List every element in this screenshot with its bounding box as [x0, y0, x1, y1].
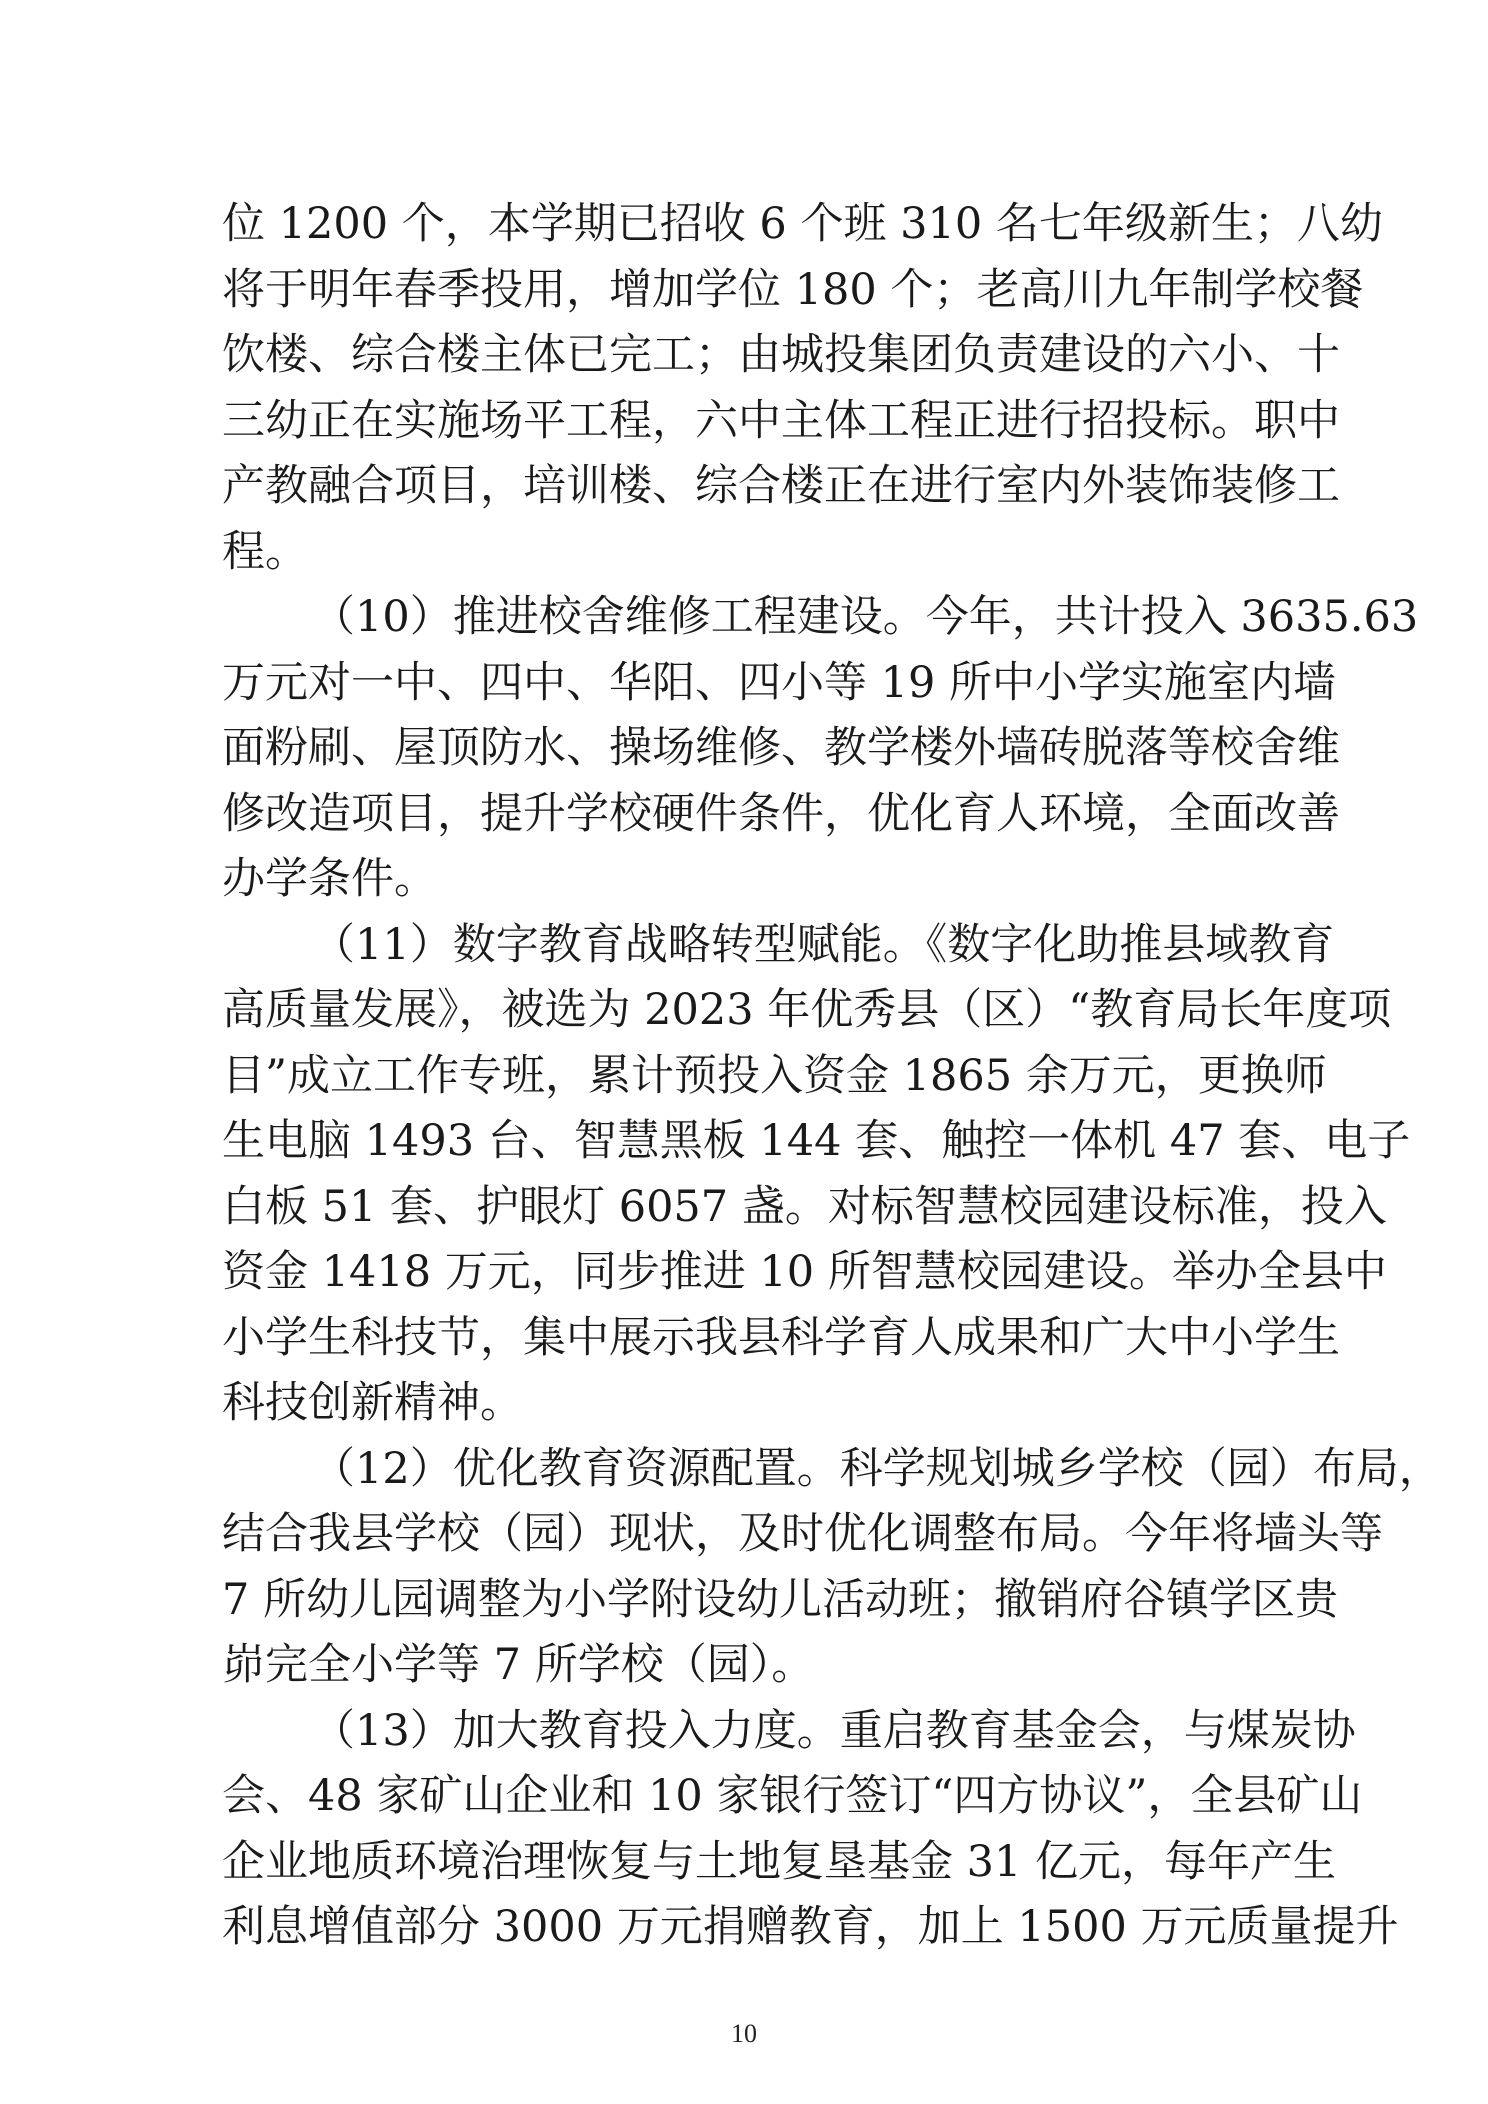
text-line: 修改造项目，提升学校硬件条件，优化育人环境，全面改善 [222, 788, 1340, 839]
paragraph-heading-13: （13）加大教育投入力度。重启教育基金会，与煤炭协 [312, 1705, 1356, 1756]
text-line: 三幼正在实施场平工程，六中主体工程正进行招投标。职中 [222, 395, 1340, 446]
paragraph-heading-11: （11）数字教育战略转型赋能。《数字化助推县域教育 [312, 919, 1335, 970]
text-line: 将于明年春季投用，增加学位 180 个；老高川九年制学校餐 [222, 264, 1364, 315]
text-line: 白板 51 套、护眼灯 6057 盏。对标智慧校园建设标准，投入 [222, 1181, 1387, 1232]
text-line: 万元对一中、四中、华阳、四小等 19 所中小学实施室内墙 [222, 657, 1337, 708]
text-line: 利息增值部分 3000 万元捐赠教育，加上 1500 万元质量提升 [222, 1902, 1399, 1952]
text-line: 程。 [222, 526, 308, 577]
text-line: 结合我县学校（园）现状，及时优化调整布局。今年将墙头等 [222, 1509, 1383, 1559]
page-number: 10 [731, 2019, 757, 2048]
text-line: 目”成立工作专班，累计预投入资金 1865 余万元，更换师 [222, 1050, 1327, 1101]
text-line: 峁完全小学等 7 所学校（园）。 [222, 1640, 815, 1690]
text-line: 小学生科技节，集中展示我县科学育人成果和广大中小学生 [222, 1312, 1340, 1363]
text-line: 企业地质环境治理恢复与土地复垦基金 31 亿元，每年产生 [222, 1836, 1337, 1887]
text-line: 办学条件。 [222, 854, 437, 904]
text-line: 资金 1418 万元，同步推进 10 所智慧校园建设。举办全县中 [222, 1247, 1387, 1297]
text-line: 面粉刷、屋顶防水、操场维修、教学楼外墙砖脱落等校舍维 [222, 723, 1340, 773]
text-line: 位 1200 个，本学期已招收 6 个班 310 名七年级新生；八幼 [222, 199, 1383, 249]
paragraph-heading-10: （10）推进校舍维修工程建设。今年，共计投入 3635.63 [312, 592, 1419, 642]
text-line: 饮楼、综合楼主体已完工；由城投集团负责建设的六小、十 [222, 330, 1340, 380]
paragraph-heading-12: （12）优化教育资源配置。科学规划城乡学校（园）布局， [312, 1443, 1442, 1494]
text-line: 产教融合项目，培训楼、综合楼正在进行室内外装饰装修工 [222, 461, 1340, 511]
text-line: 生电脑 1493 台、智慧黑板 144 套、触控一体机 47 套、电子 [222, 1116, 1411, 1166]
text-line: 7 所幼儿园调整为小学附设幼儿活动班；撤销府谷镇学区贵 [222, 1574, 1339, 1625]
text-line: 会、48 家矿山企业和 10 家银行签订“四方协议”，全县矿山 [222, 1771, 1363, 1821]
text-line: 高质量发展》，被选为 2023 年优秀县（区）“教育局长年度项 [222, 985, 1392, 1035]
text-line: 科技创新精神。 [222, 1378, 523, 1428]
